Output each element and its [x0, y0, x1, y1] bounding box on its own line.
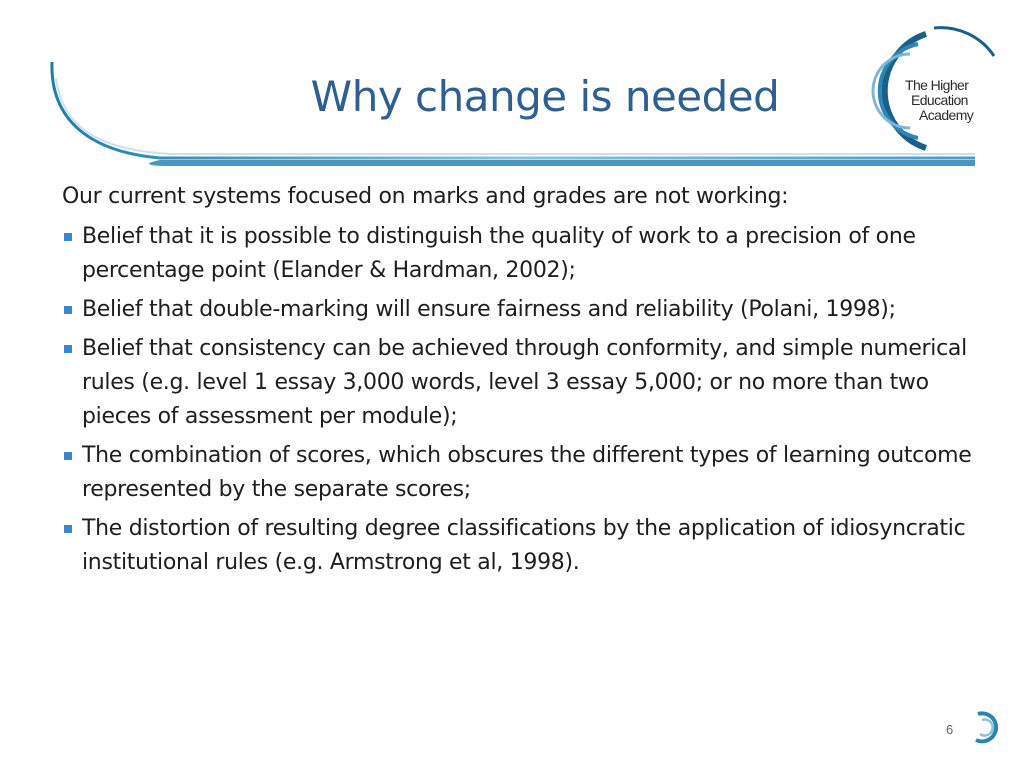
bullet-item: [62, 332, 972, 434]
square-bullet-icon: [64, 452, 72, 460]
square-bullet-icon: [64, 306, 72, 314]
bullet-list: [62, 220, 972, 580]
corner-swirl-icon: [968, 708, 1008, 748]
bullet-item: [62, 512, 972, 580]
bullet-text: Belief that it is possible to distinguish the quality of work to a precision of one percentage point (Elander & Hardman, 2002);: [82, 224, 916, 283]
bullet-item: [62, 293, 972, 327]
bullet-text: Belief that consistency can be achieved through conformity, and simple numerical rules (e.g. level 1 essay 3,000 words, level 3 essay 5,000; or no more than two pieces of assessment per module);: [82, 336, 967, 429]
logo-line-1: The Higher: [905, 77, 969, 93]
slide-title: Why change is needed: [310, 72, 780, 121]
square-bullet-icon: [64, 233, 72, 241]
bullet-text: The distortion of resulting degree classifications by the application of idiosyncratic institutional rules (e.g. Armstrong et al, 1998).: [82, 516, 966, 575]
bullet-text: The combination of scores, which obscures the different types of learning outcome represented by the separate scores;: [82, 443, 972, 502]
square-bullet-icon: [64, 345, 72, 353]
bullet-item: [62, 439, 972, 507]
square-bullet-icon: [64, 525, 72, 533]
logo-line-2: Education: [911, 92, 968, 108]
bullet-text: Belief that double-marking will ensure fairness and reliability (Polani, 1998);: [82, 297, 896, 322]
logo-text: [905, 78, 1015, 123]
bullet-item: [62, 220, 972, 288]
intro-text: Our current systems focused on marks and grades are not working:: [62, 184, 789, 209]
logo-line-3: Academy: [919, 107, 974, 123]
slide-body: [62, 180, 972, 585]
page-number: 6: [946, 722, 954, 737]
